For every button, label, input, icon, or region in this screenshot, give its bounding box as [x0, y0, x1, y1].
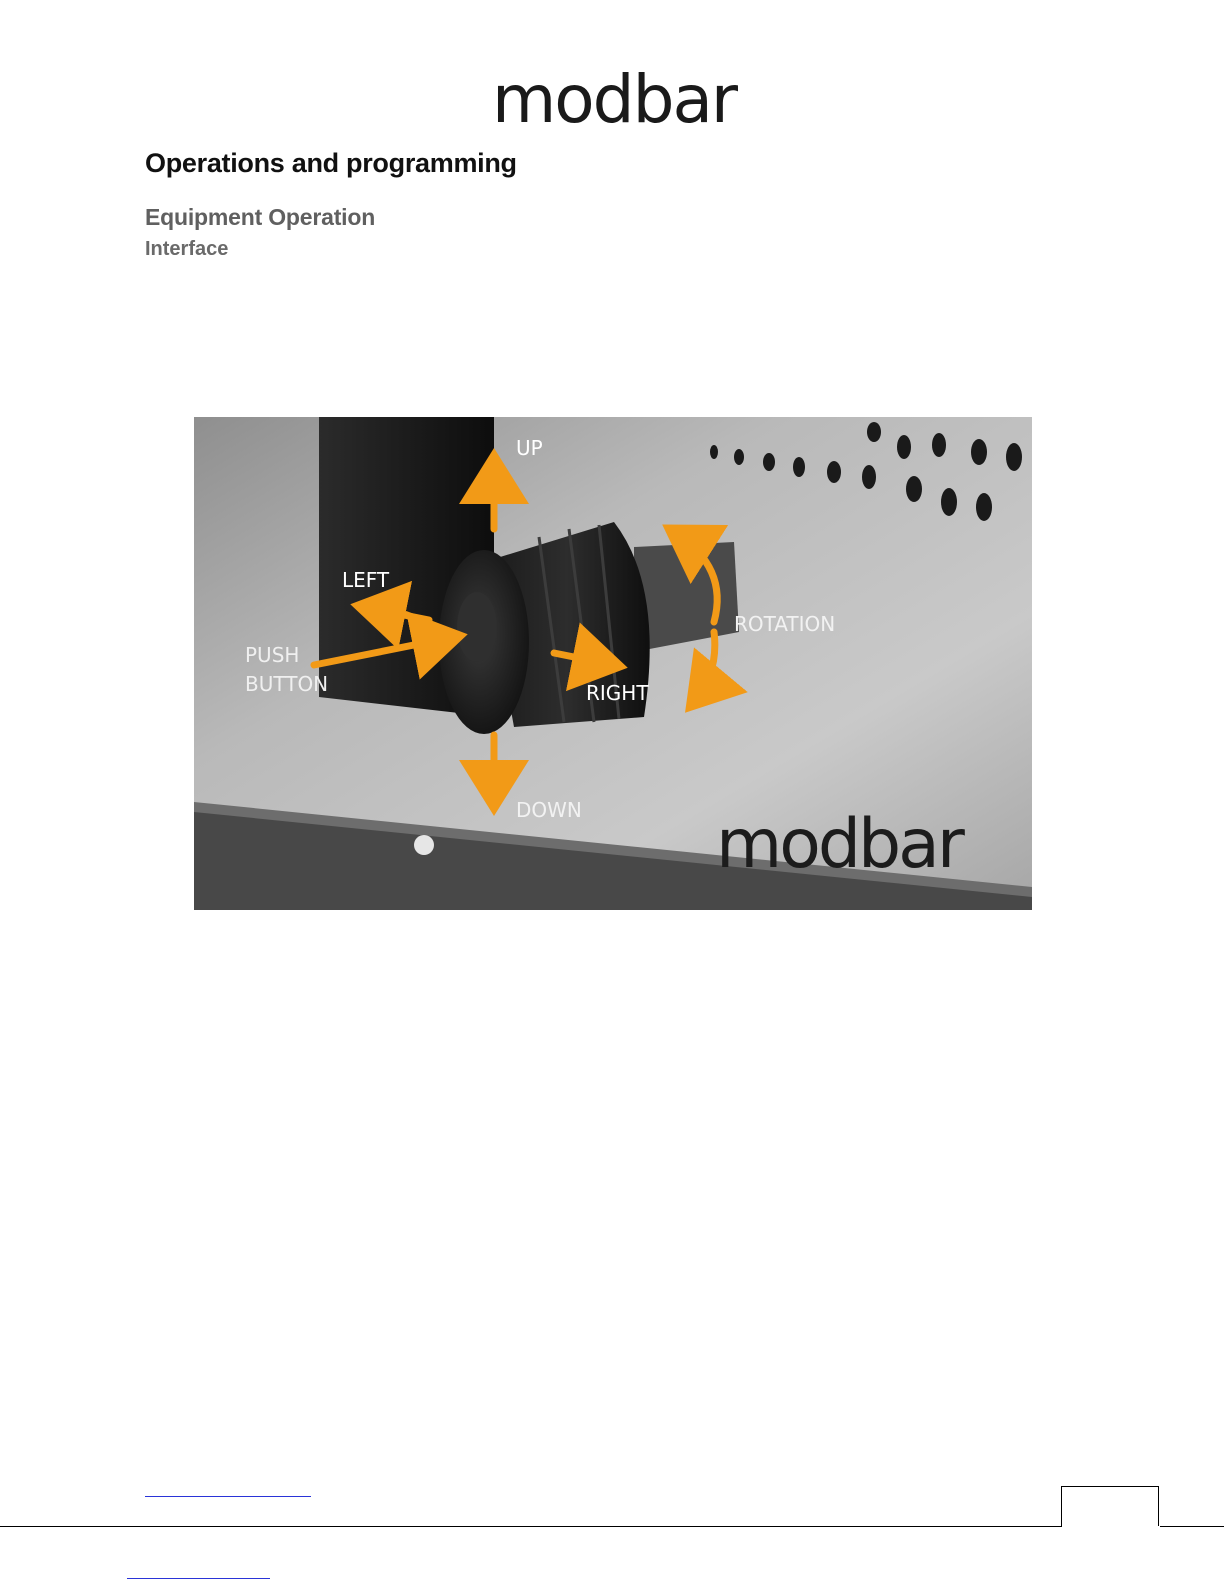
label-left: LEFT: [342, 568, 390, 592]
knob-diagram: [194, 417, 1032, 910]
modbar-logo: [492, 61, 737, 138]
label-rotation: ROTATION: [734, 612, 836, 636]
section-title: Operations and programming: [145, 148, 517, 178]
footer-link-underline-2[interactable]: [127, 1578, 270, 1579]
label-right: RIGHT: [586, 681, 649, 705]
device-logo-text: modbar: [716, 805, 962, 884]
label-down: DOWN: [516, 798, 582, 822]
footer-link-underline[interactable]: [145, 1496, 311, 1497]
footer-rule: [0, 1526, 1062, 1527]
label-button: BUTTON: [245, 672, 329, 696]
section-subsubtitle: Interface: [145, 238, 229, 260]
section-subtitle: Equipment Operation: [145, 204, 376, 230]
label-push: PUSH: [245, 643, 300, 667]
footer-rule-right: [1160, 1526, 1224, 1527]
label-up: UP: [516, 436, 543, 460]
logo-text: modbar: [492, 61, 737, 138]
page-number-box: [1061, 1486, 1159, 1526]
knob-interface-photo: [194, 417, 1032, 910]
